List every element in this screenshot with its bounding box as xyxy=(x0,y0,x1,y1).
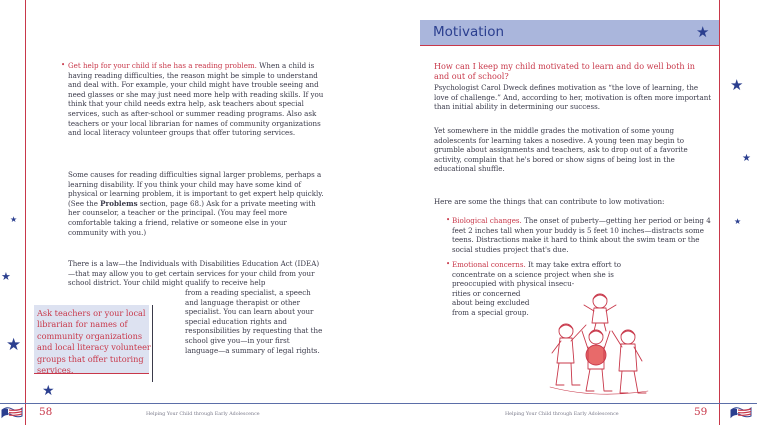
star-icon: ★ xyxy=(42,383,55,399)
page-number: 59 xyxy=(694,406,708,418)
star-icon: ★ xyxy=(696,23,710,41)
motivation-question: How can I keep my child motivated to learn and do well both in and out of school? xyxy=(434,61,695,81)
callout-divider xyxy=(152,305,153,382)
idea-law-paragraph: There is a law—the Individuals with Disabilities Education Act (IDEA)—that may allow you to get certain services for your child from your school district. Your child might qualify to receive help xyxy=(68,259,320,288)
left-page xyxy=(0,0,378,425)
running-footer: Helping Your Child through Early Adolescence xyxy=(505,412,619,417)
star-icon: ★ xyxy=(1,270,11,283)
star-icon: ★ xyxy=(734,217,742,226)
left-margin-rule xyxy=(25,0,26,425)
learning-disability-paragraph xyxy=(68,170,326,237)
para-text: Some causes for reading difficulties signal larger problems, perhaps a learning disability. If you think your child may have some kind of physical or learning problem, it is important to get expert help quickly. (See the xyxy=(68,170,324,208)
bullet-line: concentrate on a science project when she is xyxy=(452,269,614,279)
nosedive-paragraph: Yet somewhere in the middle grades the motivation of some young adolescents for learning takes a nosedive. A young teen may begin to grumble about assignments and teachers, ask to drop out of a favorite activity, complain that he's bored or show signs of being lost in the educational shuffle. xyxy=(434,126,688,174)
flag-icon xyxy=(730,406,752,419)
page-number: 58 xyxy=(39,406,53,418)
right-footer-rule xyxy=(378,403,757,404)
bullet-line: about being excluded xyxy=(452,298,530,308)
star-icon: ★ xyxy=(730,76,744,94)
section-title: Motivation xyxy=(433,24,505,40)
bullet-lead: Biological changes. xyxy=(452,216,522,225)
bullet-lead: Emotional concerns. xyxy=(452,260,526,269)
star-icon: ★ xyxy=(6,335,22,355)
bullet-body: When a child is having reading difficulties, the reason might be simple to understand and deal with. For example, your child might have trouble seeing and need glasses or she may just need more help with reading skills. If you think that your child needs extra help, ask teachers about special services, such as after-school or summer reading programs. Also ask teachers or your local librarian for names of community organizations and local literacy volunteer groups that offer tutoring services. xyxy=(68,61,324,138)
right-margin-rule xyxy=(719,0,720,425)
bullet-marker: • xyxy=(446,260,451,268)
star-icon: ★ xyxy=(742,153,751,164)
bullet-line-text: It may take extra effort to xyxy=(528,260,622,269)
low-motivation-intro: Here are some the things that can contribute to low motivation: xyxy=(434,197,665,206)
bullet-lead: Get help for your child if she has a reading problem. xyxy=(68,61,257,70)
callout-text: Ask teachers or your local librarian for names of community organizations and local literacy volunteer groups that offer tutoring services. xyxy=(37,308,151,376)
para-text: section, page 68.) Ask for a private meeting with her counselor, a teacher or the principal. (You may feel more comfortable taking a friend, relative or someone else in your community with you.) xyxy=(68,198,316,237)
running-footer: Helping Your Child through Early Adolescence xyxy=(146,412,260,417)
bullet-marker: • xyxy=(61,61,66,69)
flag-icon xyxy=(1,406,23,419)
bullet-line: rities or concerned xyxy=(452,288,521,298)
left-footer-rule xyxy=(0,403,378,404)
right-page xyxy=(378,0,757,425)
biological-changes-bullet xyxy=(452,216,714,254)
bullet-line xyxy=(452,260,627,270)
bullet-line: from a special group. xyxy=(452,307,529,317)
kids-illustration xyxy=(536,287,654,402)
bullet-marker: • xyxy=(446,216,451,224)
bullet-body: The onset of puberty—getting her period or being 4 feet 2 inches tall when your buddy is 5 feet 10 inches—distracts some teens. Distractions make it hard to think about the swim team or the social studies project that's due. xyxy=(452,216,711,254)
reading-problem-bullet xyxy=(68,61,326,138)
idea-law-paragraph-continued: from a reading specialist, a speech and language therapist or other specialist. You can learn about your special education rights and responsibilities by requesting that the school give you—in your first language—a summary of legal rights. xyxy=(185,288,323,355)
problems-section-ref: Problems xyxy=(100,198,138,208)
star-icon: ★ xyxy=(10,215,18,224)
dweck-paragraph: Psychologist Carol Dweck defines motivation as “the love of learning, the love of challenge.” And, according to her, motivation is often more important than initial ability in determining our success. xyxy=(434,83,712,112)
bullet-line: preoccupied with physical insecu- xyxy=(452,279,575,289)
